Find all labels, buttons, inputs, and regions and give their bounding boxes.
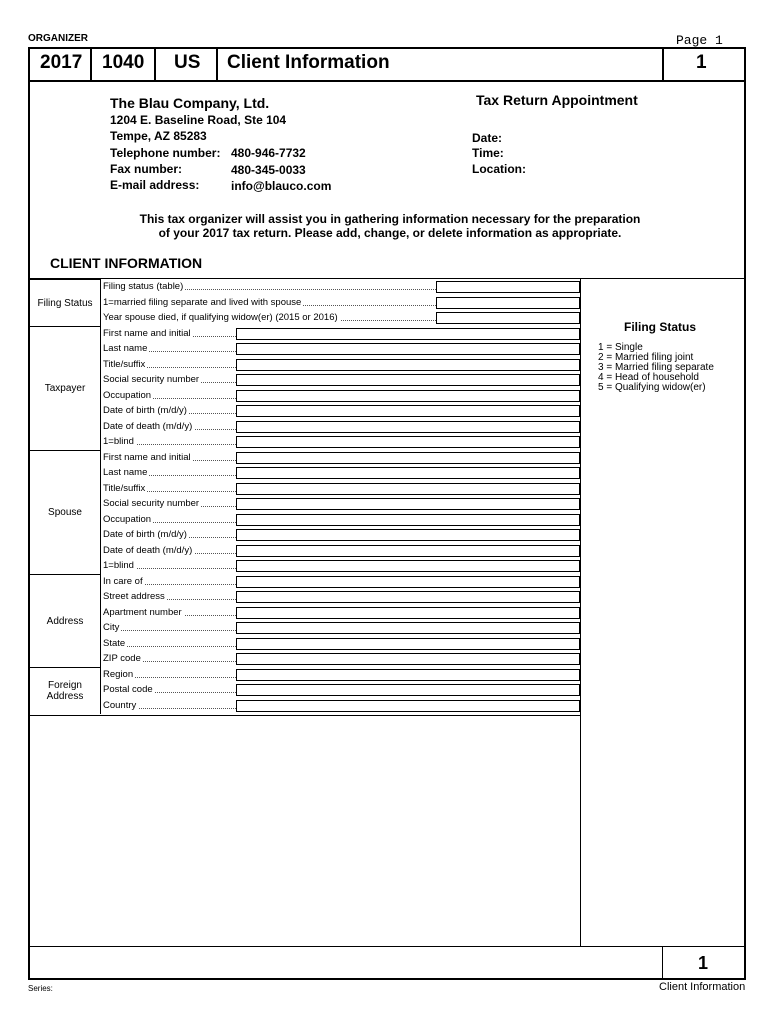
fax-label: Fax number: [110, 162, 183, 176]
client-information-form [30, 279, 581, 716]
organizer-label: ORGANIZER [28, 33, 88, 44]
spouse-input-field[interactable] [236, 452, 580, 464]
address-row-label: City [100, 620, 236, 635]
spouse-row-label: Last name [100, 465, 236, 480]
spouse-row-label: Occupation [100, 512, 236, 527]
taxpayer-row-label: Date of birth (m/d/y) [100, 403, 236, 418]
spouse-input-field[interactable] [236, 483, 580, 495]
spouse-input-field[interactable] [236, 467, 580, 479]
address-input-field[interactable] [236, 607, 580, 619]
spouse-row-label: First name and initial [100, 450, 236, 465]
taxpayer-input-field[interactable] [236, 328, 580, 340]
page-label: Page 1 [676, 33, 723, 48]
spouse-input-field[interactable] [236, 529, 580, 541]
taxpayer-input-field[interactable] [236, 436, 580, 448]
spouse-input-field[interactable] [236, 545, 580, 557]
telephone-value: 480-946-7732 [231, 146, 306, 160]
address-group-label: Address [30, 574, 101, 668]
spouse-input-field[interactable] [236, 498, 580, 510]
filing-status-legend-item: 4 = Head of household [598, 372, 699, 383]
spouse-row-label: Date of birth (m/d/y) [100, 527, 236, 542]
filing-status-legend-item: 2 = Married filing joint [598, 352, 694, 363]
page-title: Client Information [227, 52, 390, 73]
appointment-location-label: Location: [472, 162, 526, 176]
appointment-time-label: Time: [472, 146, 504, 160]
address-row-label: Street address [100, 589, 236, 604]
foreign-address-row-label: Postal code [100, 682, 236, 697]
telephone-label: Telephone number: [110, 146, 221, 160]
series-label: Series: [28, 984, 53, 993]
jurisdiction: US [174, 52, 201, 73]
address-row-label: In care of [100, 574, 236, 589]
filing-status-legend-item: 5 = Qualifying widow(er) [598, 382, 706, 393]
spouse-input-field[interactable] [236, 514, 580, 526]
footer-bar [30, 946, 744, 979]
address-row-label: ZIP code [100, 651, 236, 666]
address-row-label: Apartment number [100, 605, 236, 620]
form-number: 1040 [102, 52, 145, 73]
spouse-input-field[interactable] [236, 560, 580, 572]
foreign-address-input-field[interactable] [236, 684, 580, 696]
taxpayer-row-label: 1=blind [100, 434, 236, 449]
spouse-row-label: Social security number [100, 496, 236, 511]
filing-status-input-field[interactable] [436, 297, 580, 309]
email-value: info@blauco.com [231, 179, 332, 193]
footer-page-number: 1 [697, 953, 708, 973]
filing-status-group-label: Filing Status [30, 279, 101, 327]
company-address-line2: Tempe, AZ 85283 [110, 129, 207, 143]
appointment-date-label: Date: [472, 131, 503, 145]
spouse-row-label: Title/suffix [100, 481, 236, 496]
address-input-field[interactable] [236, 638, 580, 650]
spouse-row-label: 1=blind [100, 558, 236, 573]
filing-status-row-label: Year spouse died, if qualifying widow(er) (2015 or 2016) [100, 310, 436, 325]
form-header [30, 49, 744, 82]
spouse-row-label: Date of death (m/d/y) [100, 543, 236, 558]
spouse-group-label: Spouse [30, 450, 101, 575]
foreign-address-row-label: Country [100, 698, 236, 713]
filing-status-legend-item: 1 = Single [598, 342, 643, 353]
address-row-label: State [100, 636, 236, 651]
address-input-field[interactable] [236, 653, 580, 665]
taxpayer-row-label: First name and initial [100, 326, 236, 341]
taxpayer-row-label: Date of death (m/d/y) [100, 419, 236, 434]
taxpayer-row-label: Occupation [100, 388, 236, 403]
appointment-title: Tax Return Appointment [476, 92, 638, 108]
company-address-line1: 1204 E. Baseline Road, Ste 104 [110, 113, 287, 127]
address-input-field[interactable] [236, 622, 580, 634]
filing-status-legend-item: 3 = Married filing separate [598, 362, 714, 373]
foreign-address-group-label: Foreign Address [30, 667, 101, 715]
taxpayer-input-field[interactable] [236, 343, 580, 355]
header-page-number: 1 [696, 52, 707, 73]
taxpayer-group-label: Taxpayer [30, 326, 101, 451]
email-label: E-mail address: [110, 178, 200, 192]
filing-status-input-field[interactable] [436, 312, 580, 324]
taxpayer-input-field[interactable] [236, 359, 580, 371]
filing-status-legend-title: Filing Status [624, 320, 696, 334]
address-input-field[interactable] [236, 576, 580, 588]
foreign-address-row-label: Region [100, 667, 236, 682]
column-divider [580, 715, 581, 947]
footer-section-label: Client Information [659, 981, 746, 993]
foreign-address-input-field[interactable] [236, 700, 580, 712]
company-name: The Blau Company, Ltd. [110, 95, 270, 111]
taxpayer-row-label: Title/suffix [100, 357, 236, 372]
filing-status-input-field[interactable] [436, 281, 580, 293]
filing-status-row-label: 1=married filing separate and lived with spouse [100, 295, 436, 310]
tax-year: 2017 [40, 52, 83, 73]
taxpayer-input-field[interactable] [236, 405, 580, 417]
taxpayer-input-field[interactable] [236, 421, 580, 433]
taxpayer-input-field[interactable] [236, 374, 580, 386]
section-title: CLIENT INFORMATION [50, 255, 203, 271]
taxpayer-row-label: Last name [100, 341, 236, 356]
filing-status-row-label: Filing status (table) [100, 279, 436, 294]
intro-text: This tax organizer will assist you in gathering information necessary for the preparation of your 2017 tax return. Please add, change, or delete information as appropriate. [139, 212, 641, 240]
footer-page-box [662, 947, 743, 978]
foreign-address-input-field[interactable] [236, 669, 580, 681]
address-input-field[interactable] [236, 591, 580, 603]
taxpayer-row-label: Social security number [100, 372, 236, 387]
taxpayer-input-field[interactable] [236, 390, 580, 402]
fax-value: 480-345-0033 [231, 163, 306, 177]
